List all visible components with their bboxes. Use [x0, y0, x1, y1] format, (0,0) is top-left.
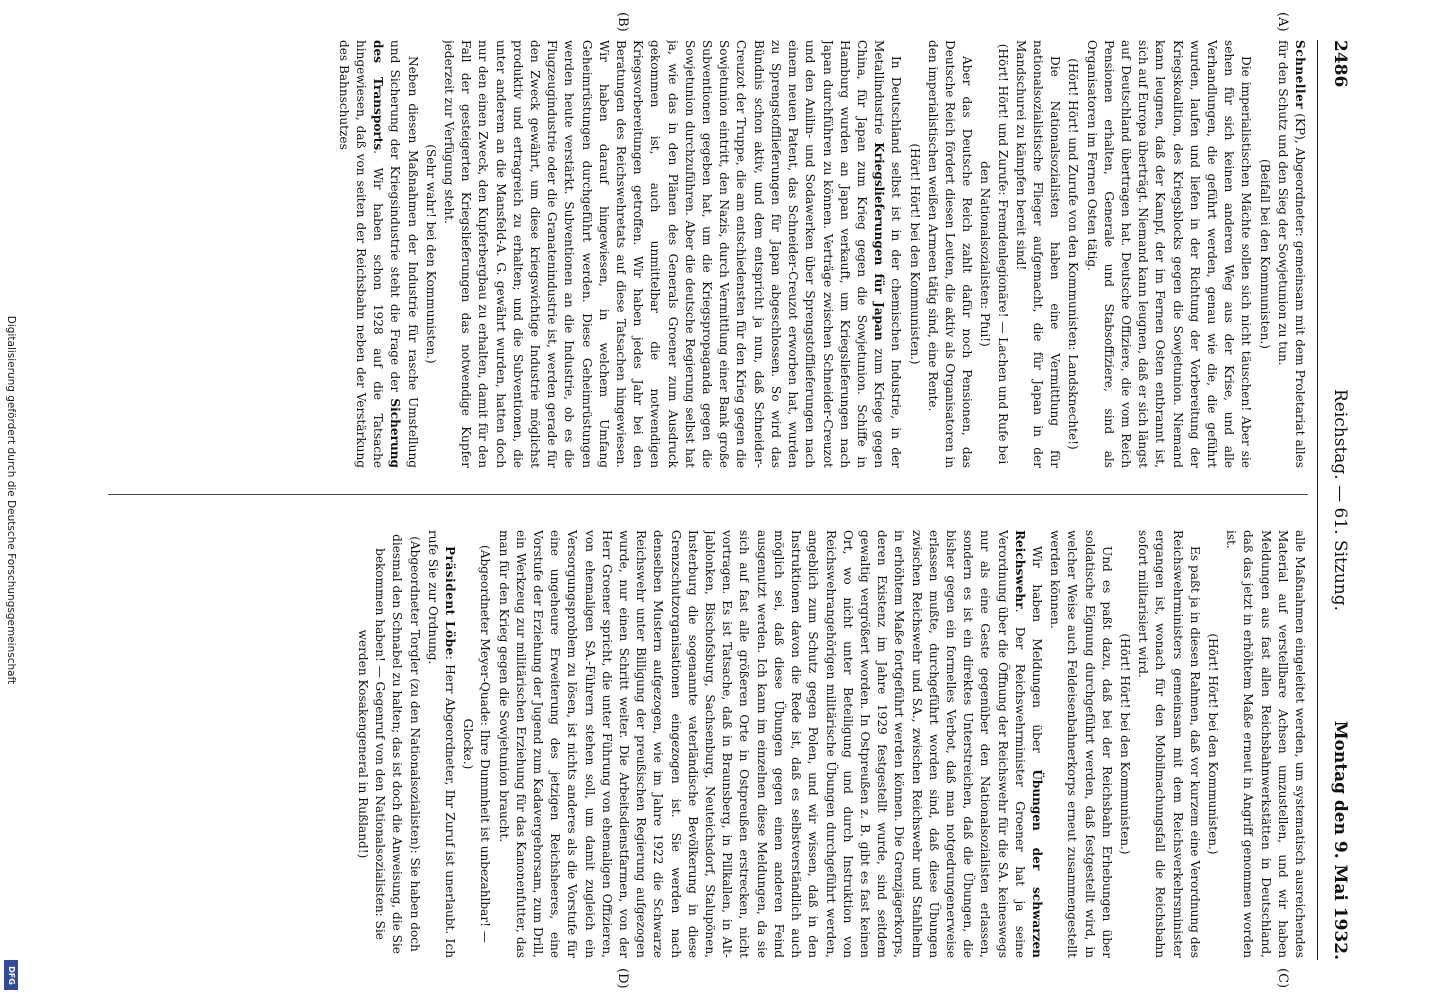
- paragraph-text: (KP), Abgeordneter: gemeinsam mit dem Proletariat alles für den Schutz und den Sieg der Sowjetunion zu tun.: [1275, 40, 1307, 468]
- footer-strip: [0, 0, 22, 1000]
- paragraph: [1046, 530, 1115, 958]
- interjection: [1255, 40, 1272, 468]
- dfg-logo-text: DFG: [6, 965, 16, 985]
- paragraph-text: (Hört! Hört! bei den Kommunisten.): [1117, 633, 1132, 855]
- session-date: Montag den 9. Mai 1932.: [1330, 720, 1350, 960]
- margin-mark-a: (A): [1275, 12, 1290, 32]
- interjection: [1116, 530, 1133, 958]
- paragraph-text: Die imperialistischen Mächte sollen sich nicht täuschen! Aber sie sehen für sich keinen anderen Weg aus der Krise, und alle Verhandlungen, die geführt werden, genau wie die, die geführt wurden, laufen und liefen in der Richtung der Vorbereitung der Kriegskoalition, des Kriegsblocks gegen die Sowjetunion. Niemand kann leugnen, daß der Kampf, der im Fernen Osten entbrannt ist, sich auf Europa überträgt. Niemand kann leugnen, daß er sich längst auf Deutschland übertragen hat. Deutsche Offiziere, die vom Reich Pensionen erhalten, Generale und Stabsoffiziere, sind als Organisatoren im Fernen Osten tätig.: [1084, 40, 1254, 468]
- paragraph: [335, 40, 421, 468]
- right-column: [88, 530, 1308, 958]
- paragraph-text: (Abgeordneter Torgler (zu den Nationalsozialisten): Sie haben doch diesmal den Schnabel zu halten; das ist doch die Anweisung, die Sie bekommen haben! — Gegenruf von den Nationalsozialisten: Sie werden Kosakengeneral in Rußland!): [356, 534, 422, 954]
- interjection: [459, 530, 493, 958]
- interjection: [1204, 530, 1221, 958]
- paragraph-text: (Beifall bei den Kommunisten.): [1257, 159, 1272, 349]
- page-scan: [70, 0, 1370, 1000]
- interjection: [905, 40, 922, 468]
- paragraph: [494, 530, 1045, 958]
- paragraph-text: : Herr Abgeordneter, Ihr Zuruf ist unerlaubt. Ich rufe Sie zur Ordnung.: [425, 530, 458, 958]
- emphasized-phrase: Kriegslieferungen für Japan: [872, 142, 887, 341]
- rotated-page: [70, 0, 1370, 1000]
- paragraph-text: Die Nationalsozialisten haben eine Vermittlung für nationalsozialistische Flieger aufgemacht, die für Japan in der Mandschurei zu kämpfen bereit sind!: [1013, 40, 1063, 468]
- paragraph-text: Neben diesen Maßnahmen der Industrie für rasche Umstellung und Sicherung der Kriegsindustrie steht die Frage der: [388, 40, 420, 468]
- paragraph-text: Wir haben Meldungen über: [1029, 546, 1044, 753]
- page-number: 2486: [1330, 40, 1350, 88]
- left-column: [88, 40, 1308, 468]
- interjection: [422, 40, 439, 468]
- paragraph-text: Es paßt ja in diesen Rahmen, daß vor kurzem eine Verordnung des Reichswehrministers gemeinsam mit dem Reichsverkehrsminister ergangen ist, wonach für den Mobilmachungsfall die Reichsbahn sofort militarisiert wird.: [1136, 530, 1202, 958]
- interjection: [354, 530, 423, 958]
- interjection: [976, 40, 1010, 468]
- paragraph-text: Aber das Deutsche Reich zahlt dafür noch Pensionen, das Deutsche Reich fördert diesen Leuten, die aktiv als Organisatoren in den imperialistischen weißen Armeen tätig sind, eine Rente.: [925, 40, 975, 468]
- page-header: [1317, 40, 1352, 960]
- speaker-name: Präsident Löbe: [443, 546, 458, 656]
- paragraph: [924, 40, 976, 468]
- paragraph: [1082, 40, 1254, 468]
- emphasized-phrase: Übungen der schwarzen Reichswehr: [1012, 530, 1044, 958]
- paragraph-text: (Abgeordneter Meyer-Quade: Ihre Dummheit ist unbezahlbar! — Glocke.): [461, 545, 493, 943]
- paragraph-text: Und es paßt dazu, daß bei der Reichsbahn Erhebungen über soldatische Eignung durchgeführt werden, daß festgestellt wird, in welcher Weise auch Feldeisenbahnerkorps erneut zusammengestellt werden können.: [1048, 530, 1114, 958]
- paragraph-text: (Hört! Hört! und Zurufe von den Kommunisten: Landsknechte!): [1066, 58, 1081, 450]
- margin-mark-c: (C): [1275, 968, 1290, 989]
- paragraph-text: (Hört! Hört! und Zurufe: Fremdenlegionäre! — Lachen und Rufe bei den Nationalsozialisten: Pfui!): [978, 43, 1010, 465]
- emphasized-phrase: Sicherung des Transports: [371, 40, 403, 468]
- paragraph: [1274, 40, 1308, 468]
- paragraph-text-continued: zum Kriege gegen China, für Japan zum Krieg gegen die Sowjetunion. Schiffe in Hamburg wurden an Japan verkauft, um Kriegslieferungen nach Japan durchführen zu können. Verträge zwischen Schneider-Creuzot und den Anilin- und Sodawerken über Sprengstofflieferungen nach einem neuen Patent, das Schneider-Creuzot erworben hat, wurden zu Sprengstofflieferungen für Japan abgeschlossen. So wird das Bündnis schon aktiv, und dem entspricht ja nun, daß Schneider-Creuzot der Truppe, die am entschiedensten für den Krieg gegen die Sowjetunion eintritt, den Nazis, durch Vermittlung einer Bank große Subventionen gegeben hat, um die Kriegspropaganda gegen die Sowjetunion durchzuführen. Aber die deutsche Regierung selbst hat ja, wie das in den Plänen des Generals Groener zum Ausdruck gekommen ist, auch unmittelbar die notwendigen Kriegsvorbereitungen getroffen. Wir haben jedes Jahr bei den Beratungen des Reichswehretats auf diese Tatsachen hingewiesen. Wir haben darauf hingewiesen, in welchem Umfang Geheimrüstungen durchgeführt werden. Diese Geheimrüstungen werden heute verstärkt. Subventionen an die Industrie, ob es die Flugzeugindustrie oder die Granatenindustrie ist, werden gerade für den Zweck gewährt, um diese kriegswichtige Industrie möglichst produktiv und ertragreich zu erhalten; und die Subventionen, die unter anderem an die Mansfeld-A. G. gewährt wurden, hatten doch nur den einen Zweck, den Kupferbergbau zu erhalten, damit für den Fall der gesteigerten Kriegslieferungen das notwendige Kupfer jederzeit zur Verfügung steht.: [442, 40, 887, 468]
- dfg-logo: [4, 960, 18, 990]
- paragraph: [424, 530, 458, 958]
- running-head: Reichstag. — 61. Sitzung.: [1330, 388, 1350, 612]
- interjection: [1064, 40, 1081, 468]
- paragraph: [1134, 530, 1203, 958]
- digitization-credit: Digitalisierung gefördert durch die Deutsche Forschungsgemeinschaft: [5, 315, 17, 685]
- paragraph-text: (Sehr wahr! bei den Kommunisten.): [423, 144, 438, 364]
- paragraph-text: (Hört! Hört! bei den Kommunisten.): [1205, 633, 1220, 855]
- column-divider: [108, 494, 1308, 495]
- paragraph: [1012, 40, 1064, 468]
- paragraph: [440, 40, 904, 468]
- paragraph: [1222, 530, 1308, 958]
- paragraph-text: In Deutschland selbst ist in der chemischen Industrie, in der Metallindustrie: [872, 40, 904, 468]
- paragraph-text: (Hört! Hört! bei den Kommunisten.): [907, 143, 922, 365]
- margin-mark-b: (B): [615, 12, 630, 32]
- margin-mark-d: (D): [615, 968, 630, 989]
- speaker-name: Schneller: [1293, 40, 1307, 110]
- paragraph-text-continued: . Der Reichswehrminister Groener hat ja seine Verordnung über die Öffnung der Reichswehr für die SA. keineswegs nur als eine Geste gegenüber den Nationalsozialisten erlassen, sondern es ist ein direktes Unterstreichen, daß die Übungen, die bisher gegen ein formelles Verbot, daß man notgedrungenerweise erlassen mußte, durchgeführt worden sind, daß diese Übungen zwischen Reichswehr und SA., zwischen Reichswehr und Stahlhelm in erhöhtem Maße fortgeführt werden können. Die Grenzjägerkorps, deren Existenz im Jahre 1929 festgestellt wurde, sind seitdem gewaltig vergrößert worden. In Ostpreußen z. B. gibt es fast keinen Ort, wo nicht unter Beteiligung und durch Instruktion von Reichswehrangehörigen militärische Übungen durchgeführt werden, angeblich zum Schutz gegen Polen, und wir wissen, daß in den Instruktionen davon die Rede ist, daß es selbstverständlich auch möglich sei, daß diese Übungen gegen einen anderen Feind ausgenutzt werden. Ich kann im einzelnen diese Meldungen, da sie sich auf fast alle größeren Orte in Ostpreußen erstrecken, nicht vortragen. Es ist Tatsache, daß in Braunsberg, in Pillkallen, in Alt-Jablonken, Bischofsburg, Sachsenburg, Neuteichsdorf, Stalupönen, Insterburg die sogenannte vaterländische Bevölkerung in diese Grenzschutzorganisationen eingezogen ist. Sie werden nach denselben Mustern aufgezogen, wie im Jahre 1922 die Schwarze Reichswehr unter Billigung der preußischen Regierung aufgezogen wurde, nur einen Schritt weiter. Die Arbeitsdienstfarmen, von der Herr Groener spricht, die unter Führung von ehemaligen Offizieren, von ehemaligen SA.-Führern stehen soll, um damit zugleich ein Versorgungsproblem zu lösen, ist nichts anderes als die Vorstufe für eine ungeheure Erweiterung des jetzigen Reichsheeres, eine Vorstufe der Erziehung der Jugend zum Kadavergehorsam, zum Drill, ein Werkzeug zur militärischen Erziehung für das Kanonenfutter, das man für den Krieg gegen die Sowjetunion braucht.: [496, 530, 1027, 958]
- paragraph-text-continued: . Wir haben schon 1928 auf die Tatsache hingewiesen, daß von seiten der Reichsbahn neben der Verstärkung des Bahnschutzes: [336, 40, 386, 468]
- paragraph-text: alle Maßnahmen eingeleitet werden, um systematisch ausreichendes Material auf verstellbare Achsen umzustellen, und wir haben Meldungen aus fast allen Reichsbahnwerkstätten in Deutschland, daß das jetzt in erhöhtem Maße erneut in Angriff genommen worden ist.: [1224, 530, 1307, 958]
